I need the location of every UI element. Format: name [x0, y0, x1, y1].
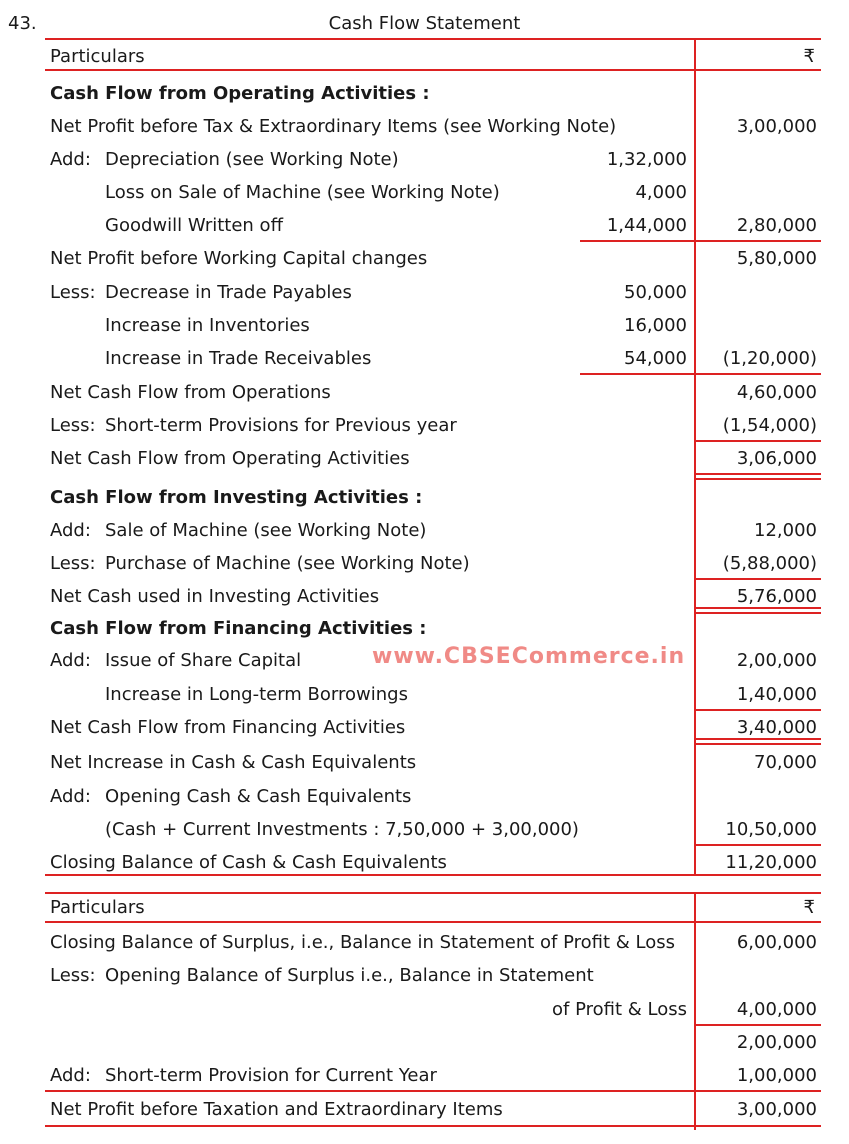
table-row [45, 110, 821, 143]
row-label: Net Cash Flow from Financing Activities [50, 717, 406, 738]
row-label: of Profit & Loss [552, 999, 687, 1020]
table-row [45, 813, 821, 846]
row-label: Increase in Inventories [105, 315, 310, 336]
row-label: Sale of Machine (see Working Note) [105, 520, 427, 541]
table-row [45, 143, 821, 176]
table-row [45, 1026, 821, 1059]
row-label: Short-term Provision for Current Year [105, 1065, 437, 1086]
table-row [45, 514, 821, 547]
subtotal-rule [45, 1090, 821, 1092]
row-label: Closing Balance of Surplus, i.e., Balance in Statement of Profit & Loss [50, 932, 676, 953]
table-row [45, 77, 821, 110]
row-label: Issue of Share Capital [105, 650, 302, 671]
row-label: Increase in Trade Receivables [105, 348, 372, 369]
row-prefix: Less: [50, 553, 96, 574]
row-prefix: Add: [50, 1065, 91, 1086]
row-amount: (1,54,000) [722, 415, 817, 436]
row-amount: 10,50,000 [725, 819, 817, 840]
row-label: Net Profit before Tax & Extraordinary Items (see Working Note) [50, 116, 617, 137]
table-row [45, 746, 821, 779]
total-rule [694, 607, 821, 609]
row-amount: (1,20,000) [722, 348, 817, 369]
table-row [45, 612, 821, 645]
row-amount: 12,000 [754, 520, 817, 541]
row-inner-amount: 54,000 [624, 348, 687, 369]
header-rule [45, 921, 821, 923]
row-amount: 2,00,000 [736, 1032, 817, 1053]
row-amount: 4,00,000 [736, 999, 817, 1020]
page-title: Cash Flow Statement [328, 13, 521, 34]
row-label: Depreciation (see Working Note) [105, 149, 399, 170]
table-row [45, 959, 821, 992]
row-prefix: Less: [50, 282, 96, 303]
row-label: Net Cash used in Investing Activities [50, 586, 380, 607]
table-row [45, 376, 821, 409]
row-inner-amount: 4,000 [635, 182, 687, 203]
row-label: Purchase of Machine (see Working Note) [105, 553, 470, 574]
row-inner-amount: 1,32,000 [606, 149, 687, 170]
section-heading-financing: Cash Flow from Financing Activities : [50, 618, 427, 639]
total-rule [694, 473, 821, 475]
header-row [45, 39, 821, 69]
table-row [45, 481, 821, 514]
header-rule [45, 69, 821, 71]
row-prefix: Less: [50, 965, 96, 986]
row-label: Net Increase in Cash & Cash Equivalents [50, 752, 417, 773]
total-rule [694, 738, 821, 740]
table-bottom-rule [45, 1125, 821, 1127]
row-prefix: Less: [50, 415, 96, 436]
row-label: Short-term Provisions for Previous year [105, 415, 457, 436]
table-row [45, 342, 821, 375]
question-number: 43. [8, 13, 37, 34]
row-amount: 2,00,000 [736, 650, 817, 671]
row-label: Decrease in Trade Payables [105, 282, 352, 303]
table-row [45, 209, 821, 242]
header-currency: ₹ [803, 897, 815, 918]
section-heading-investing: Cash Flow from Investing Activities : [50, 487, 423, 508]
row-label: Loss on Sale of Machine (see Working Note) [105, 182, 500, 203]
row-amount: 1,00,000 [736, 1065, 817, 1086]
table-row [45, 547, 821, 580]
table-row [45, 993, 821, 1026]
row-inner-amount: 16,000 [624, 315, 687, 336]
section-heading-operating: Cash Flow from Operating Activities : [50, 83, 430, 104]
table-row [45, 780, 821, 813]
row-amount: 3,40,000 [736, 717, 817, 738]
row-amount: 2,80,000 [736, 215, 817, 236]
table-row [45, 1093, 821, 1126]
row-amount: (5,88,000) [722, 553, 817, 574]
table-row [45, 409, 821, 442]
working-note-table [45, 892, 821, 1130]
row-label: Net Profit before Taxation and Extraordinary Items [50, 1099, 503, 1120]
table-bottom-rule [45, 874, 821, 876]
row-prefix: Add: [50, 650, 91, 671]
row-prefix: Add: [50, 520, 91, 541]
row-label: Net Profit before Working Capital changes [50, 248, 428, 269]
row-amount: 1,40,000 [736, 684, 817, 705]
row-amount: 5,76,000 [736, 586, 817, 607]
row-amount: 70,000 [754, 752, 817, 773]
row-amount: 3,06,000 [736, 448, 817, 469]
subtotal-rule [580, 373, 821, 375]
row-amount: 5,80,000 [736, 248, 817, 269]
row-prefix: Add: [50, 149, 91, 170]
table-row [45, 1059, 821, 1092]
row-amount: 3,00,000 [736, 1099, 817, 1120]
row-inner-amount: 50,000 [624, 282, 687, 303]
row-prefix: Add: [50, 786, 91, 807]
watermark: www.CBSECommerce.in [372, 644, 686, 669]
table-row [45, 926, 821, 959]
row-amount: 3,00,000 [736, 116, 817, 137]
total-rule [694, 743, 821, 745]
row-amount: 11,20,000 [725, 852, 817, 873]
table-row [45, 242, 821, 275]
table-row [45, 678, 821, 711]
table-row [45, 276, 821, 309]
row-label: Closing Balance of Cash & Cash Equivalents [50, 852, 447, 873]
row-label: Net Cash Flow from Operating Activities [50, 448, 410, 469]
row-label: Goodwill Written off [105, 215, 283, 236]
header-particulars: Particulars [50, 46, 145, 67]
total-rule [694, 478, 821, 480]
row-amount: 4,60,000 [736, 382, 817, 403]
row-label: (Cash + Current Investments : 7,50,000 + 3,00,000) [105, 819, 579, 840]
header-row [45, 893, 821, 921]
table-row [45, 309, 821, 342]
header-particulars: Particulars [50, 897, 145, 918]
header-currency: ₹ [803, 46, 815, 67]
cash-flow-table [45, 38, 821, 876]
row-inner-amount: 1,44,000 [606, 215, 687, 236]
row-label: Increase in Long-term Borrowings [105, 684, 408, 705]
table-row [45, 442, 821, 475]
row-label: Opening Cash & Cash Equivalents [105, 786, 412, 807]
row-label: Opening Balance of Surplus i.e., Balance in Statement [105, 965, 594, 986]
table-row [45, 176, 821, 209]
row-amount: 6,00,000 [736, 932, 817, 953]
row-label: Net Cash Flow from Operations [50, 382, 331, 403]
